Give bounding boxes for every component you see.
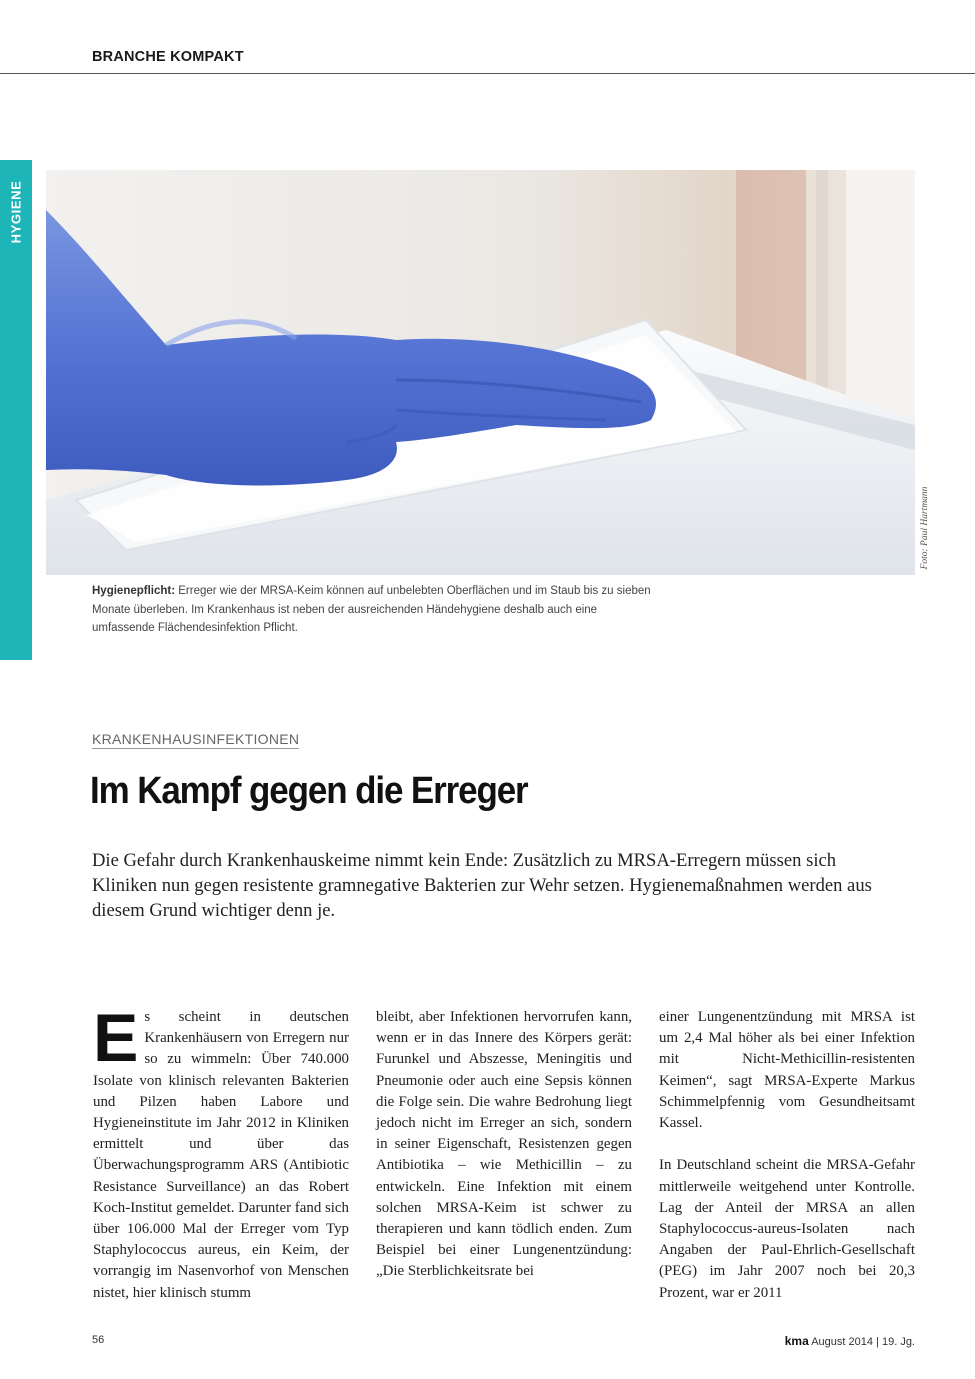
- caption-text: Erreger wie der MRSA-Keim können auf unbelebten Oberflächen und im Staub bis zu sieben Monate überleben. Im Krankenhaus ist neben der ausreichenden Händehygiene deshalb auch eine umfassende Flächendesinfektion Pflicht.: [92, 585, 651, 634]
- article-lead: Die Gefahr durch Krankenhauskeime nimmt kein Ende: Zusätzlich zu MRSA-Erregern müssen sich Kliniken nun gegen resistente gramnegative Bakterien zur Wehr setzen. Hygienemaßnahmen werden aus diesem Grund wichtiger denn je.: [92, 850, 872, 921]
- gloved-hand-wiping-surface-photo: [46, 170, 915, 575]
- article-column-1: [93, 1000, 349, 1304]
- side-tab-label: HYGIENE: [8, 180, 24, 244]
- footer-separator: |: [876, 1336, 879, 1348]
- article-headline: Im Kampf gegen die Erreger: [90, 770, 528, 812]
- issue-date: August 2014: [811, 1336, 873, 1348]
- column-3-paragraph-2: In Deutschland scheint die MRSA-Gefahr mittlerweile weitgehend unter Kontrolle. Lag der Anteil der MRSA an allen Staphylococcus-aureus-Isolaten nach Angaben der Paul-Ehrlich-Gesellschaft (PEG) im Jahr 2007 noch bei 20,3 Prozent, war er 2011: [659, 1157, 915, 1301]
- photo-credit: Foto: Paul Hartmann: [920, 486, 930, 570]
- header-rule: [0, 73, 975, 74]
- article-photo: [46, 170, 915, 575]
- page-number: 56: [92, 1334, 105, 1346]
- volume: 19. Jg.: [881, 1336, 915, 1348]
- article-column-3: [659, 1007, 915, 1304]
- magazine-brand: kma: [784, 1334, 809, 1348]
- column-3-paragraph-1: einer Lungenentzündung mit MRSA ist um 2,4 Mal höher als bei einer Infektion mit Nicht-Methicillin-resistenten Keimen“, sagt MRSA-Experte Markus Schimmelpfennig vom Gesundheitsamt Kassel.: [659, 1009, 915, 1132]
- drop-cap: E: [93, 1000, 139, 1076]
- column-2-text: bleibt, aber Infektionen hervorrufen kann, wenn er in das Innere des Körpers gerät: Furunkel und Abszesse, Meningitis und Pneumonie oder auch eine Sepsis können die Folge sein. Die wahre Bedrohung liegt jedoch nicht im Erreger an sich, sondern in seiner Eigenschaft, Resistenzen gegen Antibiotika – wie Methicillin – zu entwickeln. Eine Infektion mit einem solchen MRSA-Keim ist schwer zu therapieren und kann tödlich enden. Zum Beispiel bei einer Lungenentzündung: „Die Sterblichkeitsrate bei: [376, 1009, 632, 1280]
- photo-caption: [92, 582, 652, 638]
- article-column-2: [376, 1007, 632, 1283]
- footer-issue-info: [785, 1334, 915, 1348]
- article-kicker: KRANKENHAUSINFEKTIONEN: [92, 731, 300, 747]
- section-label: BRANCHE KOMPAKT: [92, 49, 244, 65]
- caption-lead: Hygienepflicht:: [92, 585, 176, 597]
- column-1-text: s scheint in deutschen Krankenhäusern von Erregern nur so zu wimmeln: Über 740.000 Isolate von klinisch relevanten Bakterien und Pilzen haben Labore und Hygieneinstitute im Jahr 2012 in Kliniken ermittelt und über das Überwachungsprogramm ARS (Antibiotic Resistance Surveillance) an das Robert Koch-Institut gemeldet. Darunter fand sich über 106.000 Mal der Erreger vom Typ Staphylococcus aureus, ein Keim, der vorrangig im Nasenvorhof von Menschen nistet, hier klinisch stumm: [93, 1009, 349, 1301]
